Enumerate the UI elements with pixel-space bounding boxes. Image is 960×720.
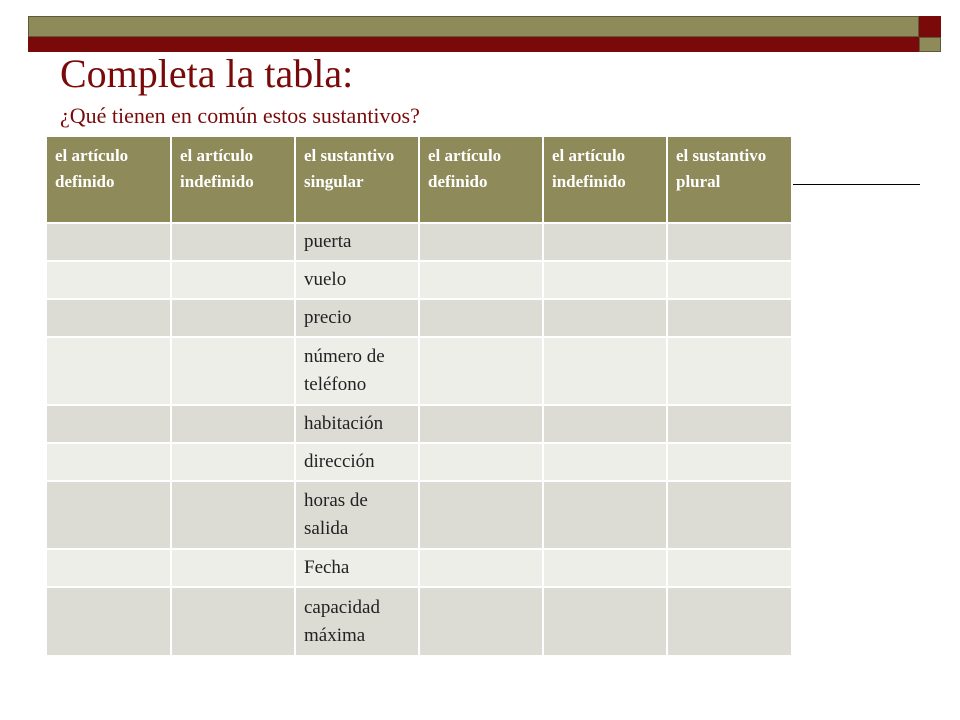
table-cell[interactable] (667, 443, 791, 481)
table-cell[interactable] (543, 481, 667, 549)
header-cell: el sustantivo plural (667, 137, 791, 223)
table-cell[interactable] (47, 405, 171, 443)
table-cell[interactable] (419, 443, 543, 481)
table-cell[interactable] (419, 405, 543, 443)
table-cell[interactable]: vuelo (295, 261, 419, 299)
table-cell[interactable] (543, 337, 667, 405)
table-header-row (47, 137, 791, 223)
decorative-rule (793, 184, 920, 185)
table-cell[interactable] (543, 549, 667, 587)
table-cell[interactable] (171, 587, 295, 655)
table-cell[interactable] (171, 405, 295, 443)
table-cell[interactable]: capacidad máxima (295, 587, 419, 655)
table-cell[interactable] (667, 587, 791, 655)
table-row (47, 337, 791, 405)
table-cell[interactable] (667, 299, 791, 337)
table-cell[interactable] (171, 299, 295, 337)
table-cell[interactable] (543, 299, 667, 337)
table-cell[interactable] (47, 261, 171, 299)
table-cell[interactable] (419, 299, 543, 337)
corner-square-olive (919, 37, 941, 52)
table-cell[interactable] (47, 223, 171, 261)
table-row (47, 481, 791, 549)
table-row (47, 223, 791, 261)
table-cell[interactable] (667, 337, 791, 405)
header-cell: el artículo indefinido (543, 137, 667, 223)
table-cell[interactable] (171, 223, 295, 261)
table-row (47, 299, 791, 337)
table-cell[interactable] (171, 261, 295, 299)
top-bar-olive (28, 16, 919, 37)
table-cell[interactable]: horas de salida (295, 481, 419, 549)
table-cell[interactable] (667, 405, 791, 443)
table-cell[interactable] (419, 337, 543, 405)
table-cell[interactable] (667, 223, 791, 261)
noun-table (47, 137, 791, 655)
table-row (47, 261, 791, 299)
table-row (47, 405, 791, 443)
table-cell[interactable]: Fecha (295, 549, 419, 587)
table-cell[interactable] (171, 549, 295, 587)
table-cell[interactable] (47, 443, 171, 481)
table-cell[interactable] (47, 481, 171, 549)
table-cell[interactable] (543, 443, 667, 481)
table-cell[interactable]: habitación (295, 405, 419, 443)
table-cell[interactable]: precio (295, 299, 419, 337)
table-cell[interactable] (419, 549, 543, 587)
corner-square-maroon (919, 16, 941, 37)
table-cell[interactable] (667, 549, 791, 587)
table-cell[interactable] (171, 337, 295, 405)
header-cell: el artículo definido (47, 137, 171, 223)
table-cell[interactable] (419, 223, 543, 261)
table-cell[interactable] (543, 261, 667, 299)
table-cell[interactable] (419, 481, 543, 549)
table-cell[interactable] (543, 223, 667, 261)
table-cell[interactable]: número de teléfono (295, 337, 419, 405)
table-cell[interactable]: puerta (295, 223, 419, 261)
table-row (47, 587, 791, 655)
table-cell[interactable] (47, 587, 171, 655)
header-cell: el sustantivo singular (295, 137, 419, 223)
table-cell[interactable] (543, 405, 667, 443)
header-cell: el artículo indefinido (171, 137, 295, 223)
table-cell[interactable] (419, 587, 543, 655)
table-cell[interactable] (171, 481, 295, 549)
table-cell[interactable] (47, 299, 171, 337)
table-cell[interactable] (667, 261, 791, 299)
table-cell[interactable] (47, 337, 171, 405)
slide-subtitle: ¿Qué tienen en común estos sustantivos? (60, 103, 420, 128)
header-cell: el artículo definido (419, 137, 543, 223)
table-cell[interactable] (543, 587, 667, 655)
table-cell[interactable] (419, 261, 543, 299)
table-cell[interactable] (171, 443, 295, 481)
slide-title: Completa la tabla: (60, 51, 354, 96)
table-cell[interactable] (47, 549, 171, 587)
table-row (47, 443, 791, 481)
table-cell[interactable] (667, 481, 791, 549)
table-cell[interactable]: dirección (295, 443, 419, 481)
table-row (47, 549, 791, 587)
